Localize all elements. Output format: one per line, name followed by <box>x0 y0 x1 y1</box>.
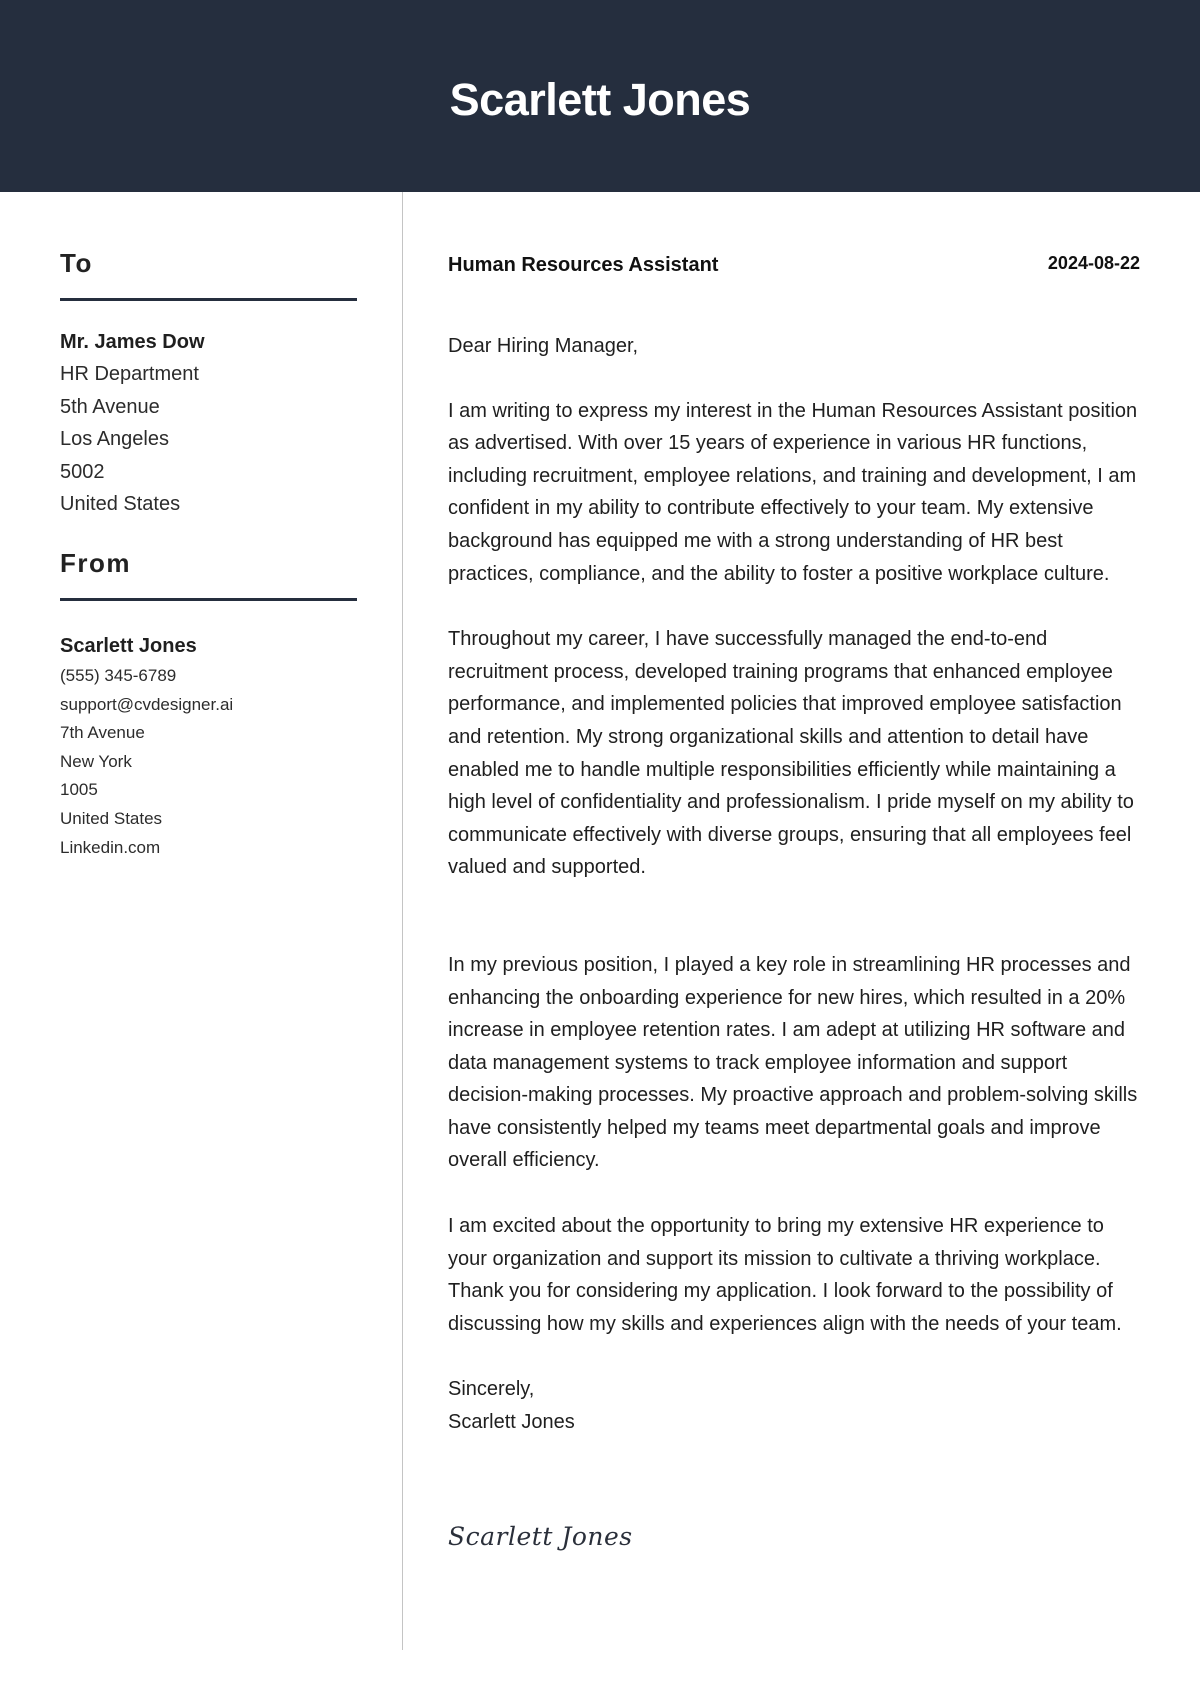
sender-email: support@cvdesigner.ai <box>60 694 234 714</box>
sender-street: 7th Avenue <box>60 723 145 743</box>
recipient-department: HR Department <box>60 363 199 385</box>
from-heading: From <box>60 548 131 578</box>
header-banner <box>0 0 1200 192</box>
column-divider <box>402 192 403 1650</box>
sender-phone: (555) 345-6789 <box>60 666 177 685</box>
job-title: Human Resources Assistant <box>448 254 719 276</box>
to-heading: To <box>60 248 93 278</box>
paragraph: Throughout my career, I have successfully managed the end-to-end recruitment process, developed training programs that enhanced employee performance, and implemented policies that improved employee satisfaction and retention. My strong organizational skills and attention to detail have enabled me to handle multiple responsibilities efficiently while maintaining a high level of confidentiality and professionalism. I pride myself on my ability to communicate effectively with diverse groups, ensuring that all employees feel valued and supported. <box>448 628 1134 879</box>
from-section-heading <box>60 548 357 601</box>
sender-contact <box>60 630 357 862</box>
letter-date: 2024-08-22 <box>1047 253 1140 273</box>
recipient-country: United States <box>60 493 181 516</box>
to-section-heading <box>60 248 357 301</box>
paragraph: In my previous position, I played a key role in streamlining HR processes and enhancing the onboarding experience for new hires, which resulted in a 20% increase in employee retention rates. I am adept at utilizing HR software and data management systems to track employee information and support decision-making processes. My proactive approach and problem-solving skills have consistently helped my teams meet departmental goals and improve overall efficiency. <box>448 953 1138 1172</box>
closing: Sincerely, <box>448 1378 535 1401</box>
recipient-street: 5th Avenue <box>60 395 160 418</box>
handwritten-signature: Scarlett Jones <box>448 1522 633 1551</box>
paragraph: I am writing to express my interest in the Human Resources Assistant position as advertised. With over 15 years of experience in various HR functions, including recruitment, employee relations, and training and development, I am confident in my ability to contribute effectively to your team. My extensive background has equipped me with a strong understanding of HR best practices, compliance, and the ability to foster a positive workplace culture. <box>448 399 1138 585</box>
letter-body <box>0 192 1200 1684</box>
closing-name: Scarlett Jones <box>448 1411 575 1434</box>
sender-city: New York <box>60 751 132 771</box>
recipient-name: Mr. James Dow <box>60 331 205 353</box>
sender-country: United States <box>60 808 163 828</box>
letter-text <box>448 330 1140 1439</box>
greeting: Dear Hiring Manager, <box>448 335 639 357</box>
to-heading-rule <box>60 298 357 301</box>
page-title: Scarlett Jones <box>449 74 751 125</box>
recipient-city: Los Angeles <box>60 428 169 451</box>
from-heading-rule <box>60 598 357 601</box>
sender-postcode: 1005 <box>60 780 98 800</box>
paragraph: I am excited about the opportunity to bring my extensive HR experience to your organization and support its mission to cultivate a thriving workplace. Thank you for considering my application. I look forward to the possibility of discussing how my skills and experiences align with the needs of your team. <box>448 1215 1122 1335</box>
recipient-address <box>60 326 357 521</box>
recipient-postcode: 5002 <box>60 460 105 483</box>
sender-name: Scarlett Jones <box>60 635 197 657</box>
sender-linkedin: Linkedin.com <box>60 837 161 857</box>
